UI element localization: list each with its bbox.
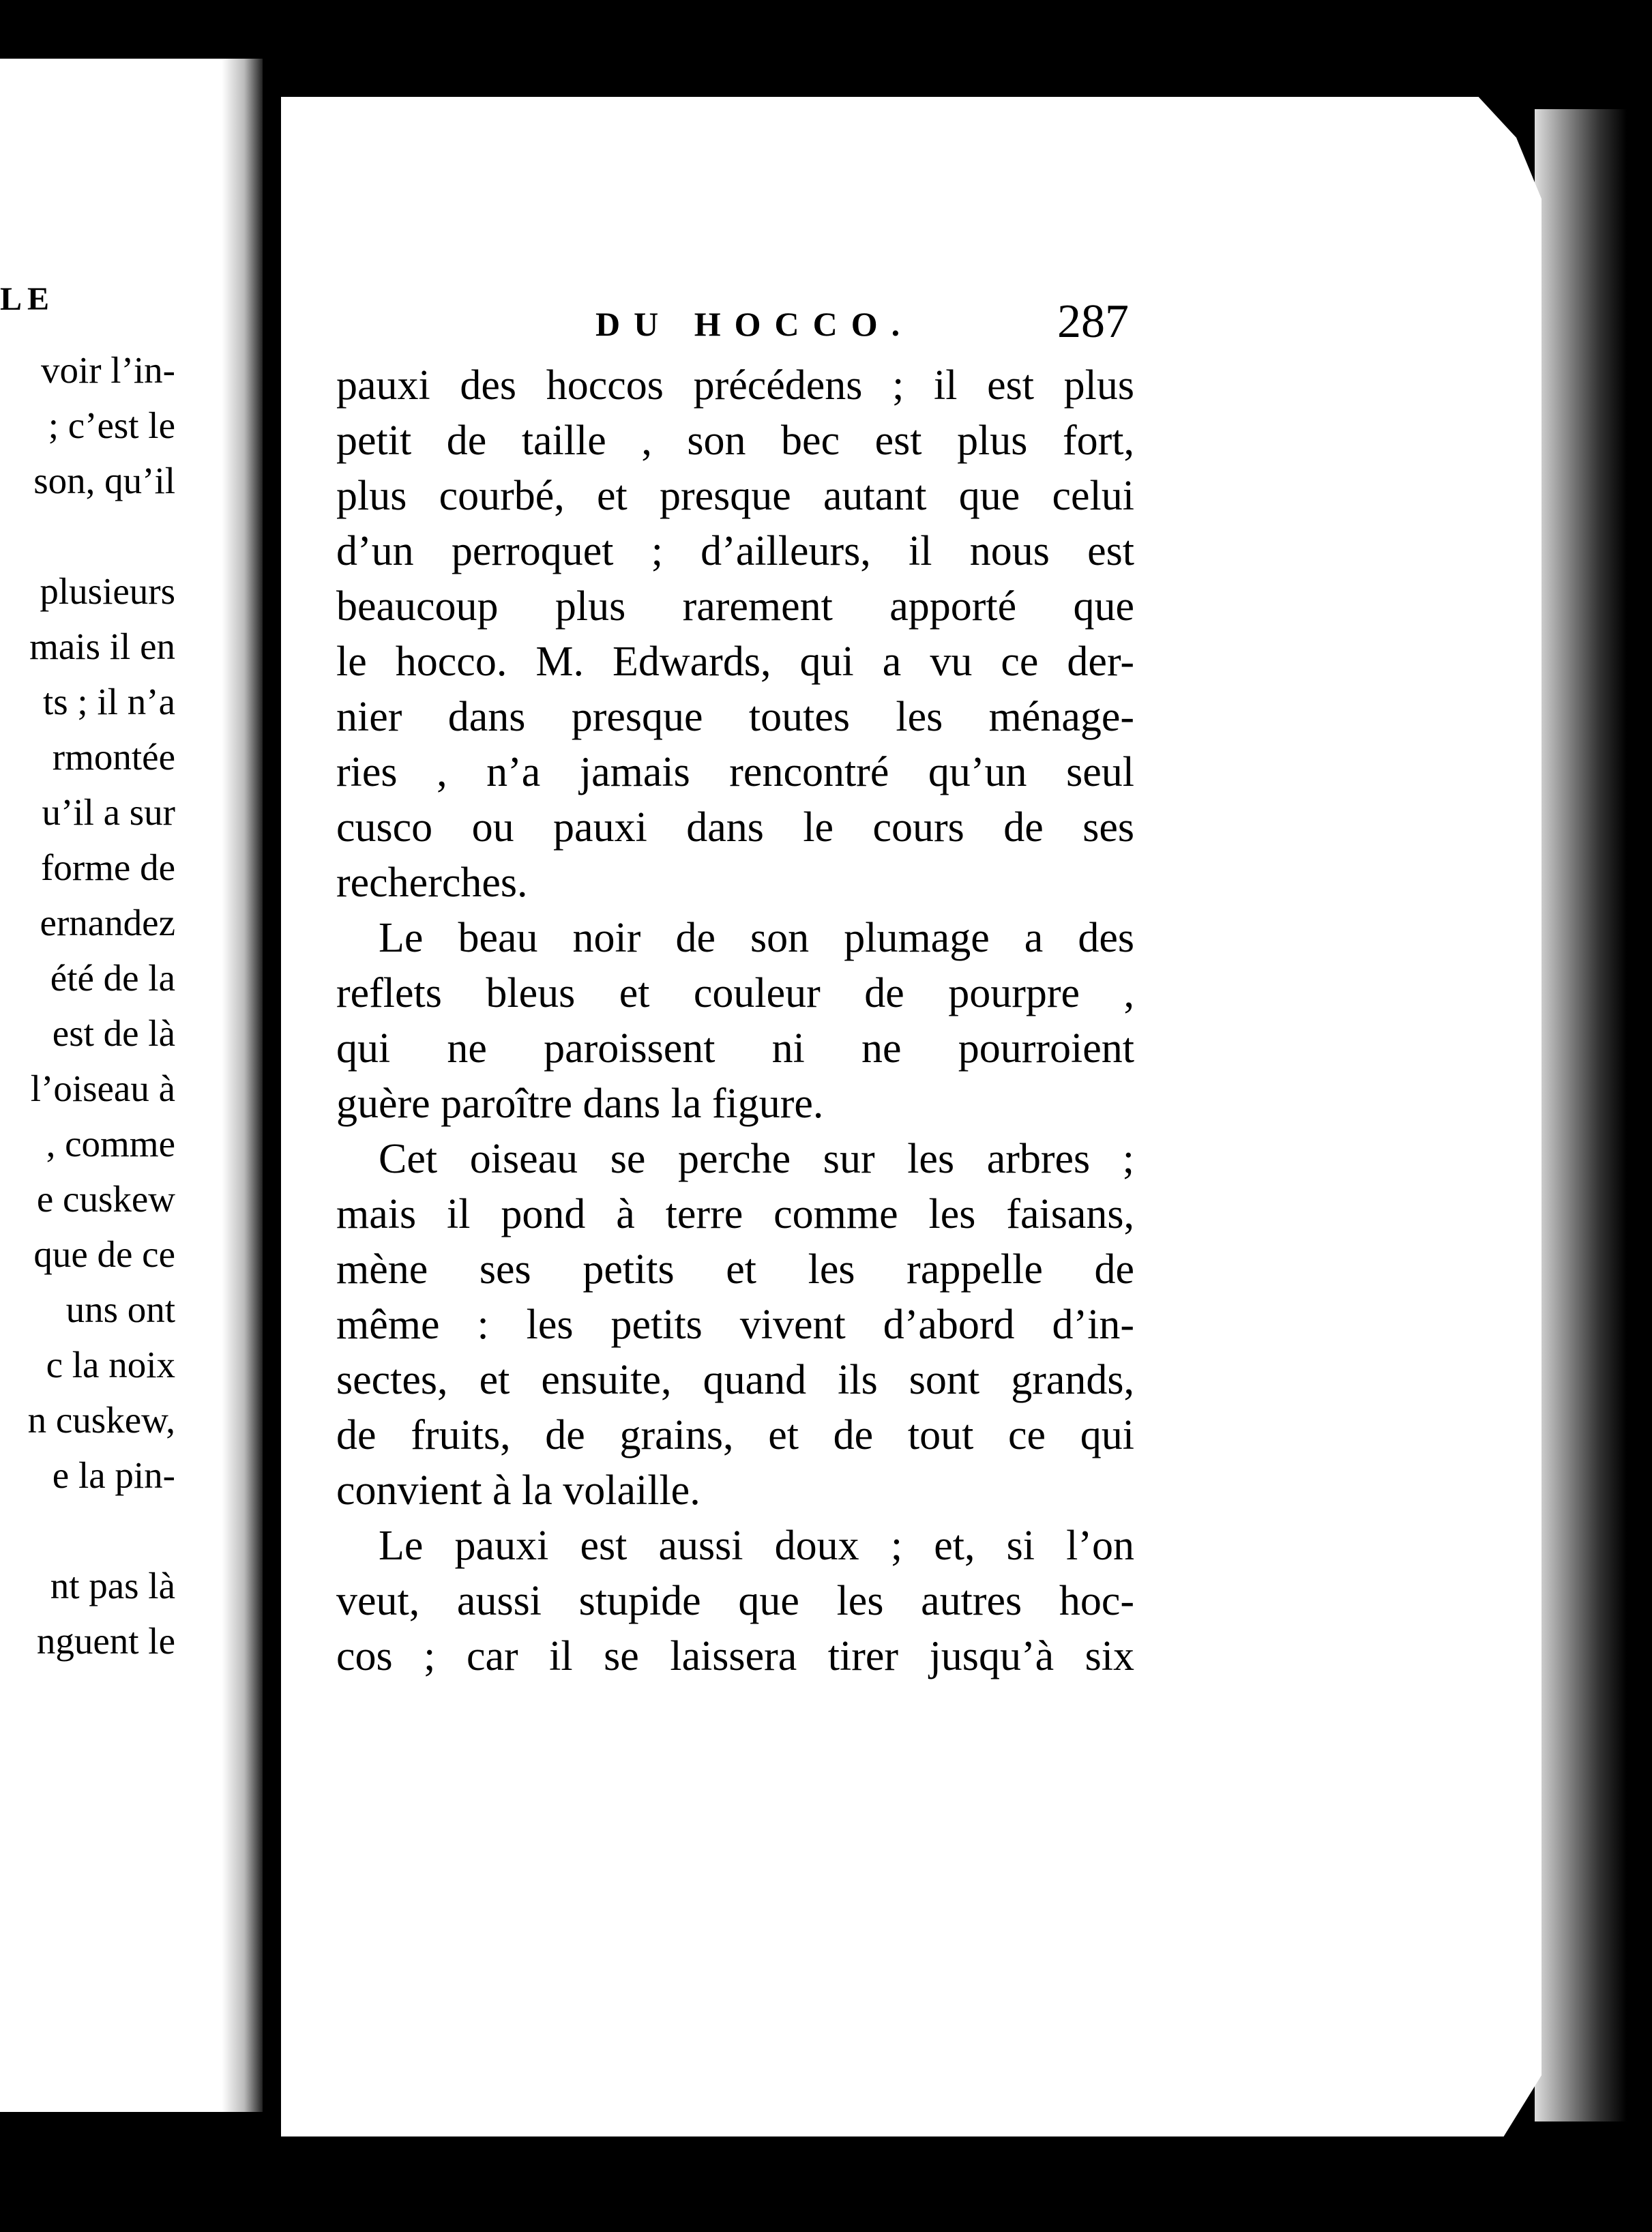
left-text-line: que de ce (33, 1233, 175, 1275)
text-line: sectes, et ensuite, quand ils sont grands, (336, 1357, 1134, 1403)
left-text-line: e la pin- (52, 1454, 175, 1496)
left-text-line: l’oiseau à (30, 1068, 175, 1109)
left-text-line: plusieurs (40, 570, 175, 612)
text-line: beaucoup plus rarement apporté que (336, 583, 1134, 630)
text-line: qui ne paroissent ni ne pourroient (336, 1025, 1134, 1072)
left-text-line: voir l’in- (40, 349, 175, 391)
left-text-line: mais il en (29, 626, 175, 667)
left-text-line: rmontée (52, 736, 175, 778)
left-text-line: uns ont (65, 1289, 175, 1330)
left-text-line: c la noix (46, 1344, 175, 1385)
left-text-line: son, qu’il (33, 460, 175, 501)
text-line: nier dans presque toutes les ménage- (336, 694, 1134, 740)
left-text-line: nguent le (36, 1620, 175, 1662)
left-page-fragment (0, 59, 263, 2112)
text-line: cos ; car il se laissera tirer jusqu’à six (336, 1633, 1134, 1679)
text-line: le hocco. M. Edwards, qui a vu ce der- (336, 638, 1134, 685)
left-running-title: LE (0, 281, 55, 317)
body-text (336, 358, 1134, 1684)
text-line: de fruits, de grains, et de tout ce qui (336, 1412, 1134, 1458)
text-line: plus courbé, et presque autant que celui (336, 473, 1134, 519)
running-title: DU HOCCO. (595, 305, 914, 343)
left-text-line: est de là (52, 1012, 175, 1054)
text-line: Cet oiseau se perche sur les arbres ; (379, 1136, 1134, 1182)
text-line: mène ses petits et les rappelle de (336, 1246, 1134, 1293)
text-line: reflets bleus et couleur de pourpre , (336, 970, 1134, 1016)
page-number: 287 (1057, 295, 1129, 348)
left-text-line: ernandez (40, 902, 175, 943)
page-header (312, 295, 1165, 356)
left-text-line: été de la (50, 957, 175, 999)
book-gutter-shadow (222, 59, 263, 2112)
text-line: même : les petits vivent d’abord d’in- (336, 1302, 1134, 1348)
left-text-line: , comme (46, 1123, 175, 1164)
left-text-line: ts ; il n’a (42, 681, 175, 722)
page-edge-shadow (1535, 109, 1627, 2121)
left-paragraph-gap (28, 1503, 175, 1558)
text-line: cusco ou pauxi dans le cours de ses (336, 804, 1134, 851)
text-line: veut, aussi stupide que les autres hoc- (336, 1578, 1134, 1624)
text-line: convient à la volaille. (336, 1467, 700, 1514)
left-text-line: n cuskew, (27, 1399, 175, 1441)
text-line: Le pauxi est aussi doux ; et, si l’on (379, 1523, 1134, 1569)
left-text-column (28, 342, 175, 1669)
left-paragraph-gap (28, 508, 175, 563)
left-text-line: nt pas là (50, 1565, 175, 1606)
text-line: guère paroître dans la figure. (336, 1081, 824, 1127)
text-line: mais il pond à terre comme les faisans, (336, 1191, 1134, 1237)
text-line: petit de taille , son bec est plus fort, (336, 417, 1134, 464)
left-text-line: forme de (41, 847, 175, 888)
text-line: recherches. (336, 860, 528, 906)
left-text-line: u’il a sur (42, 791, 175, 833)
left-text-line: e cuskew (36, 1178, 175, 1220)
text-line: d’un perroquet ; d’ailleurs, il nous est (336, 528, 1134, 574)
text-line: pauxi des hoccos précédens ; il est plus (336, 362, 1134, 409)
left-text-line: ; c’est le (48, 405, 175, 446)
text-line: Le beau noir de son plumage a des (379, 915, 1134, 961)
text-line: ries , n’a jamais rencontré qu’un seul (336, 749, 1134, 795)
